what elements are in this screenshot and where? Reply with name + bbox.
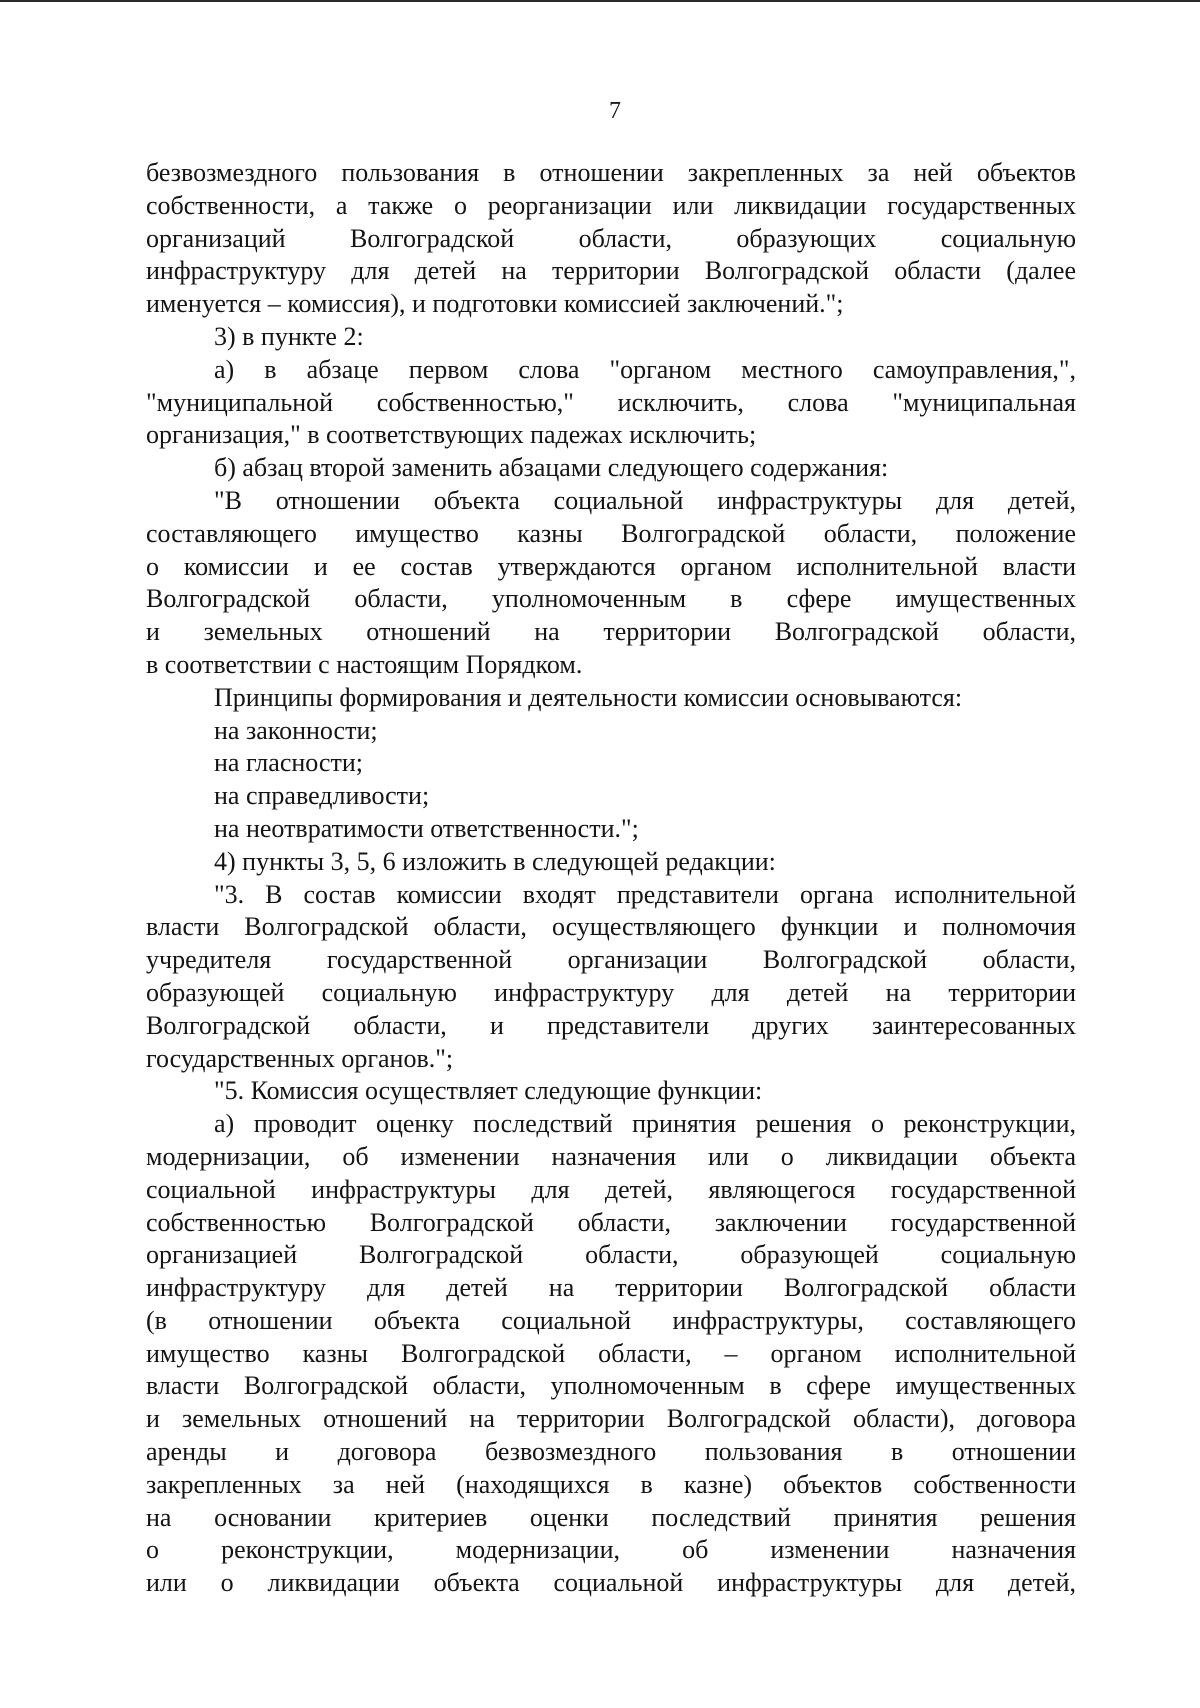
text-line: Волгоградской области, и представители других заинтересованных — [146, 1010, 1076, 1040]
text-line: организация," в соответствующих падежах исключить; — [146, 420, 757, 450]
text-line: на основании критериев оценки последствий принятия решения — [146, 1502, 1076, 1532]
text-line: модернизации, об изменении назначения или о ликвидации объекта — [146, 1141, 1076, 1171]
scan-edge-line — [0, 0, 1200, 2]
text-line: власти Волгоградской области, осуществляющего функции и полномочия — [146, 912, 1076, 942]
text-line: и земельных отношений на территории Волгоградской области), договора — [146, 1404, 1076, 1434]
text-line: в соответствии с настоящим Порядком. — [146, 649, 583, 679]
document-body — [146, 157, 1076, 1600]
text-line: именуется – комиссия), и подготовки комиссией заключений."; — [146, 289, 844, 319]
text-line: Принципы формирования и деятельности комиссии основываются: — [214, 682, 963, 712]
text-line: "5. Комиссия осуществляет следующие функции: — [214, 1076, 763, 1106]
text-line: безвозмездного пользования в отношении закрепленных за ней объектов — [146, 158, 1076, 187]
text-line: аренды и договора безвозмездного пользования в отношении — [146, 1437, 1076, 1467]
text-line: а) проводит оценку последствий принятия решения о реконструкции, — [214, 1109, 1076, 1139]
text-line: инфраструктуру для детей на территории Волгоградской области (далее — [146, 256, 1076, 286]
text-line: а) в абзаце первом слова "органом местного самоуправления,", — [214, 354, 1076, 384]
text-line: собственностью Волгоградской области, заключении государственной — [146, 1207, 1076, 1237]
text-line: закрепленных за ней (находящихся в казне) объектов собственности — [146, 1469, 1076, 1499]
text-line: (в отношении объекта социальной инфраструктуры, составляющего — [146, 1305, 1076, 1335]
text-line: собственности, а также о реорганизации или ликвидации государственных — [146, 190, 1076, 220]
text-line: государственных органов."; — [146, 1043, 454, 1073]
text-line: инфраструктуру для детей на территории Волгоградской области — [146, 1273, 1076, 1303]
text-line: составляющего имущество казны Волгоградской области, положение — [146, 518, 1076, 548]
text-line: 4) пункты 3, 5, 6 изложить в следующей редакции: — [214, 846, 776, 876]
text-line: организаций Волгоградской области, образующих социальную — [146, 223, 1076, 253]
text-line: "3. В состав комиссии входят представители органа исполнительной — [214, 879, 1076, 909]
text-line: на неотвратимости ответственности."; — [214, 813, 639, 843]
text-line: или о ликвидации объекта социальной инфраструктуры для детей, — [146, 1568, 1076, 1598]
text-line: на справедливости; — [214, 781, 430, 811]
text-line: 3) в пункте 2: — [214, 321, 364, 351]
text-line: учредителя государственной организации Волгоградской области, — [146, 945, 1076, 975]
text-line: и земельных отношений на территории Волгоградской области, — [146, 617, 1076, 647]
text-line: организацией Волгоградской области, образующей социальную — [146, 1240, 1076, 1270]
text-line: имущество казны Волгоградской области, – органом исполнительной — [146, 1338, 1076, 1368]
page-number: 7 — [609, 98, 621, 124]
text-line: "В отношении объекта социальной инфраструктуры для детей, — [214, 485, 1076, 515]
text-line: б) абзац второй заменить абзацами следующего содержания: — [214, 453, 889, 483]
text-line: "муниципальной собственностью," исключить, слова "муниципальная — [146, 387, 1076, 417]
text-line: о реконструкции, модернизации, об изменении назначения — [146, 1535, 1076, 1565]
text-line: власти Волгоградской области, уполномоченным в сфере имущественных — [146, 1371, 1076, 1401]
text-line: образующей социальную инфраструктуру для детей на территории — [146, 977, 1076, 1007]
text-line: о комиссии и ее состав утверждаются органом исполнительной власти — [146, 551, 1076, 581]
text-line: Волгоградской области, уполномоченным в сфере имущественных — [146, 584, 1076, 614]
text-line: на гласности; — [214, 748, 363, 778]
text-line: на законности; — [214, 715, 378, 745]
text-line: социальной инфраструктуры для детей, являющегося государственной — [146, 1174, 1076, 1204]
